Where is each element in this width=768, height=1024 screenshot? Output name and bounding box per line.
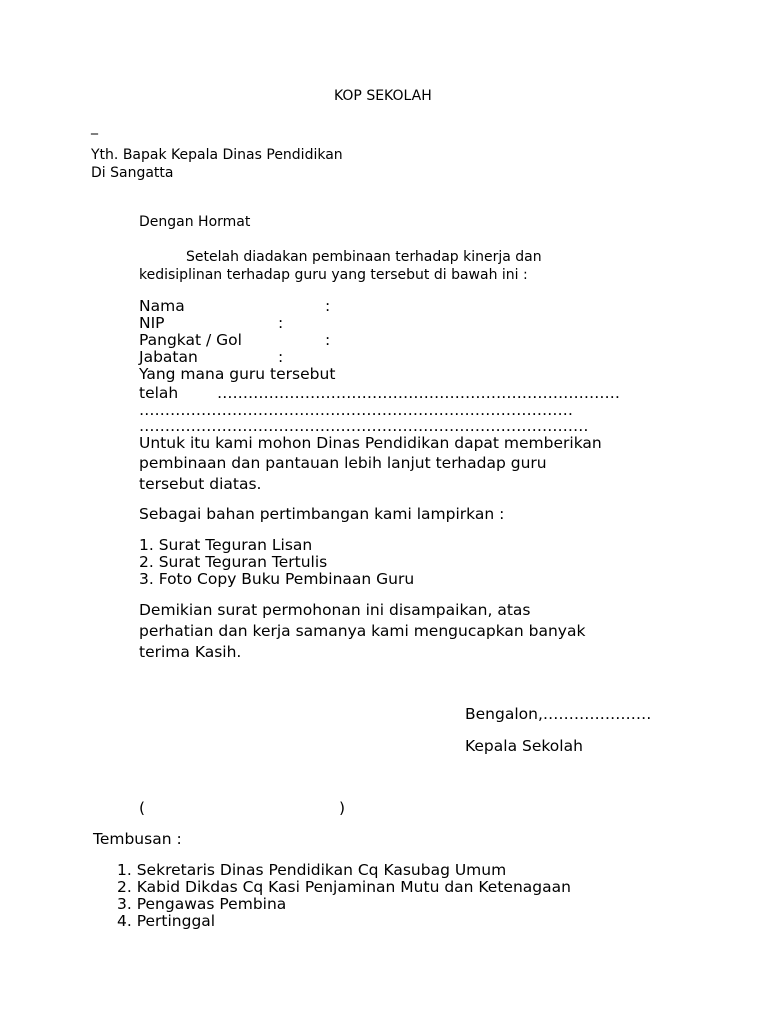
field-nip-label: NIP [139, 314, 165, 332]
page-title: KOP SEKOLAH [334, 88, 432, 104]
intro-line-1: Setelah diadakan pembinaan terhadap kinerja dan [186, 249, 542, 265]
header-mark: _ [91, 119, 98, 135]
recipient-line-1: Yth. Bapak Kepala Dinas Pendidikan [91, 147, 343, 163]
field-nama-label: Nama [139, 297, 185, 315]
attachments-intro: Sebagai bahan pertimbangan kami lampirkan : [139, 505, 505, 523]
request-line-1: Untuk itu kami mohon Dinas Pendidikan dapat memberikan [139, 434, 602, 452]
request-line-2: pembinaan dan pantauan lebih lanjut terhadap guru [139, 454, 547, 472]
field-nip-colon: : [278, 314, 284, 332]
signature-name-close: ) [339, 799, 346, 817]
request-line-3: tersebut diatas. [139, 475, 262, 493]
greeting: Dengan Hormat [139, 214, 251, 230]
statement-telah: telah [139, 384, 179, 402]
cc-item: 2. Kabid Dikdas Cq Kasi Penjaminan Mutu dan Ketenagaan [117, 878, 571, 896]
signature-role: Kepala Sekolah [465, 737, 583, 755]
cc-item: 1. Sekretaris Dinas Pendidikan Cq Kasubag Umum [117, 861, 507, 879]
cc-item: 4. Pertinggal [117, 912, 216, 930]
attachment-item: 1. Surat Teguran Lisan [139, 536, 313, 554]
field-jabatan-colon: : [278, 348, 284, 366]
statement-dots-3: …………………………………………………………………………… [139, 417, 589, 435]
field-pangkat-colon: : [325, 331, 331, 349]
attachment-item: 2. Surat Teguran Tertulis [139, 553, 328, 571]
closing-line-1: Demikian surat permohonan ini disampaikan, atas [139, 601, 531, 619]
field-nip [139, 316, 283, 332]
closing-line-2: perhatian dan kerja samanya kami mengucapkan banyak [139, 622, 586, 640]
field-jabatan-label: Jabatan [139, 348, 198, 366]
field-nama-colon: : [325, 297, 331, 315]
recipient-line-2: Di Sangatta [91, 165, 174, 181]
cc-item: 3. Pengawas Pembina [117, 895, 287, 913]
attachment-item: 3. Foto Copy Buku Pembinaan Guru [139, 570, 415, 588]
field-pangkat-label: Pangkat / Gol [139, 331, 242, 349]
statement-dots-2: ………………………………………………………………………… [139, 401, 573, 419]
signature-name-open: ( [139, 799, 146, 817]
statement-line-2 [139, 386, 620, 402]
statement-dots-1: …………………………………………………………………… [217, 384, 620, 402]
signature-place-date: Bengalon,………………… [465, 705, 652, 723]
field-nama [139, 299, 330, 315]
field-pangkat [139, 333, 330, 349]
closing-line-3: terima Kasih. [139, 643, 242, 661]
cc-title: Tembusan : [93, 830, 182, 848]
field-jabatan [139, 350, 283, 366]
intro-line-2: kedisiplinan terhadap guru yang tersebut di bawah ini : [139, 267, 528, 283]
statement-line-1: Yang mana guru tersebut [139, 365, 336, 383]
